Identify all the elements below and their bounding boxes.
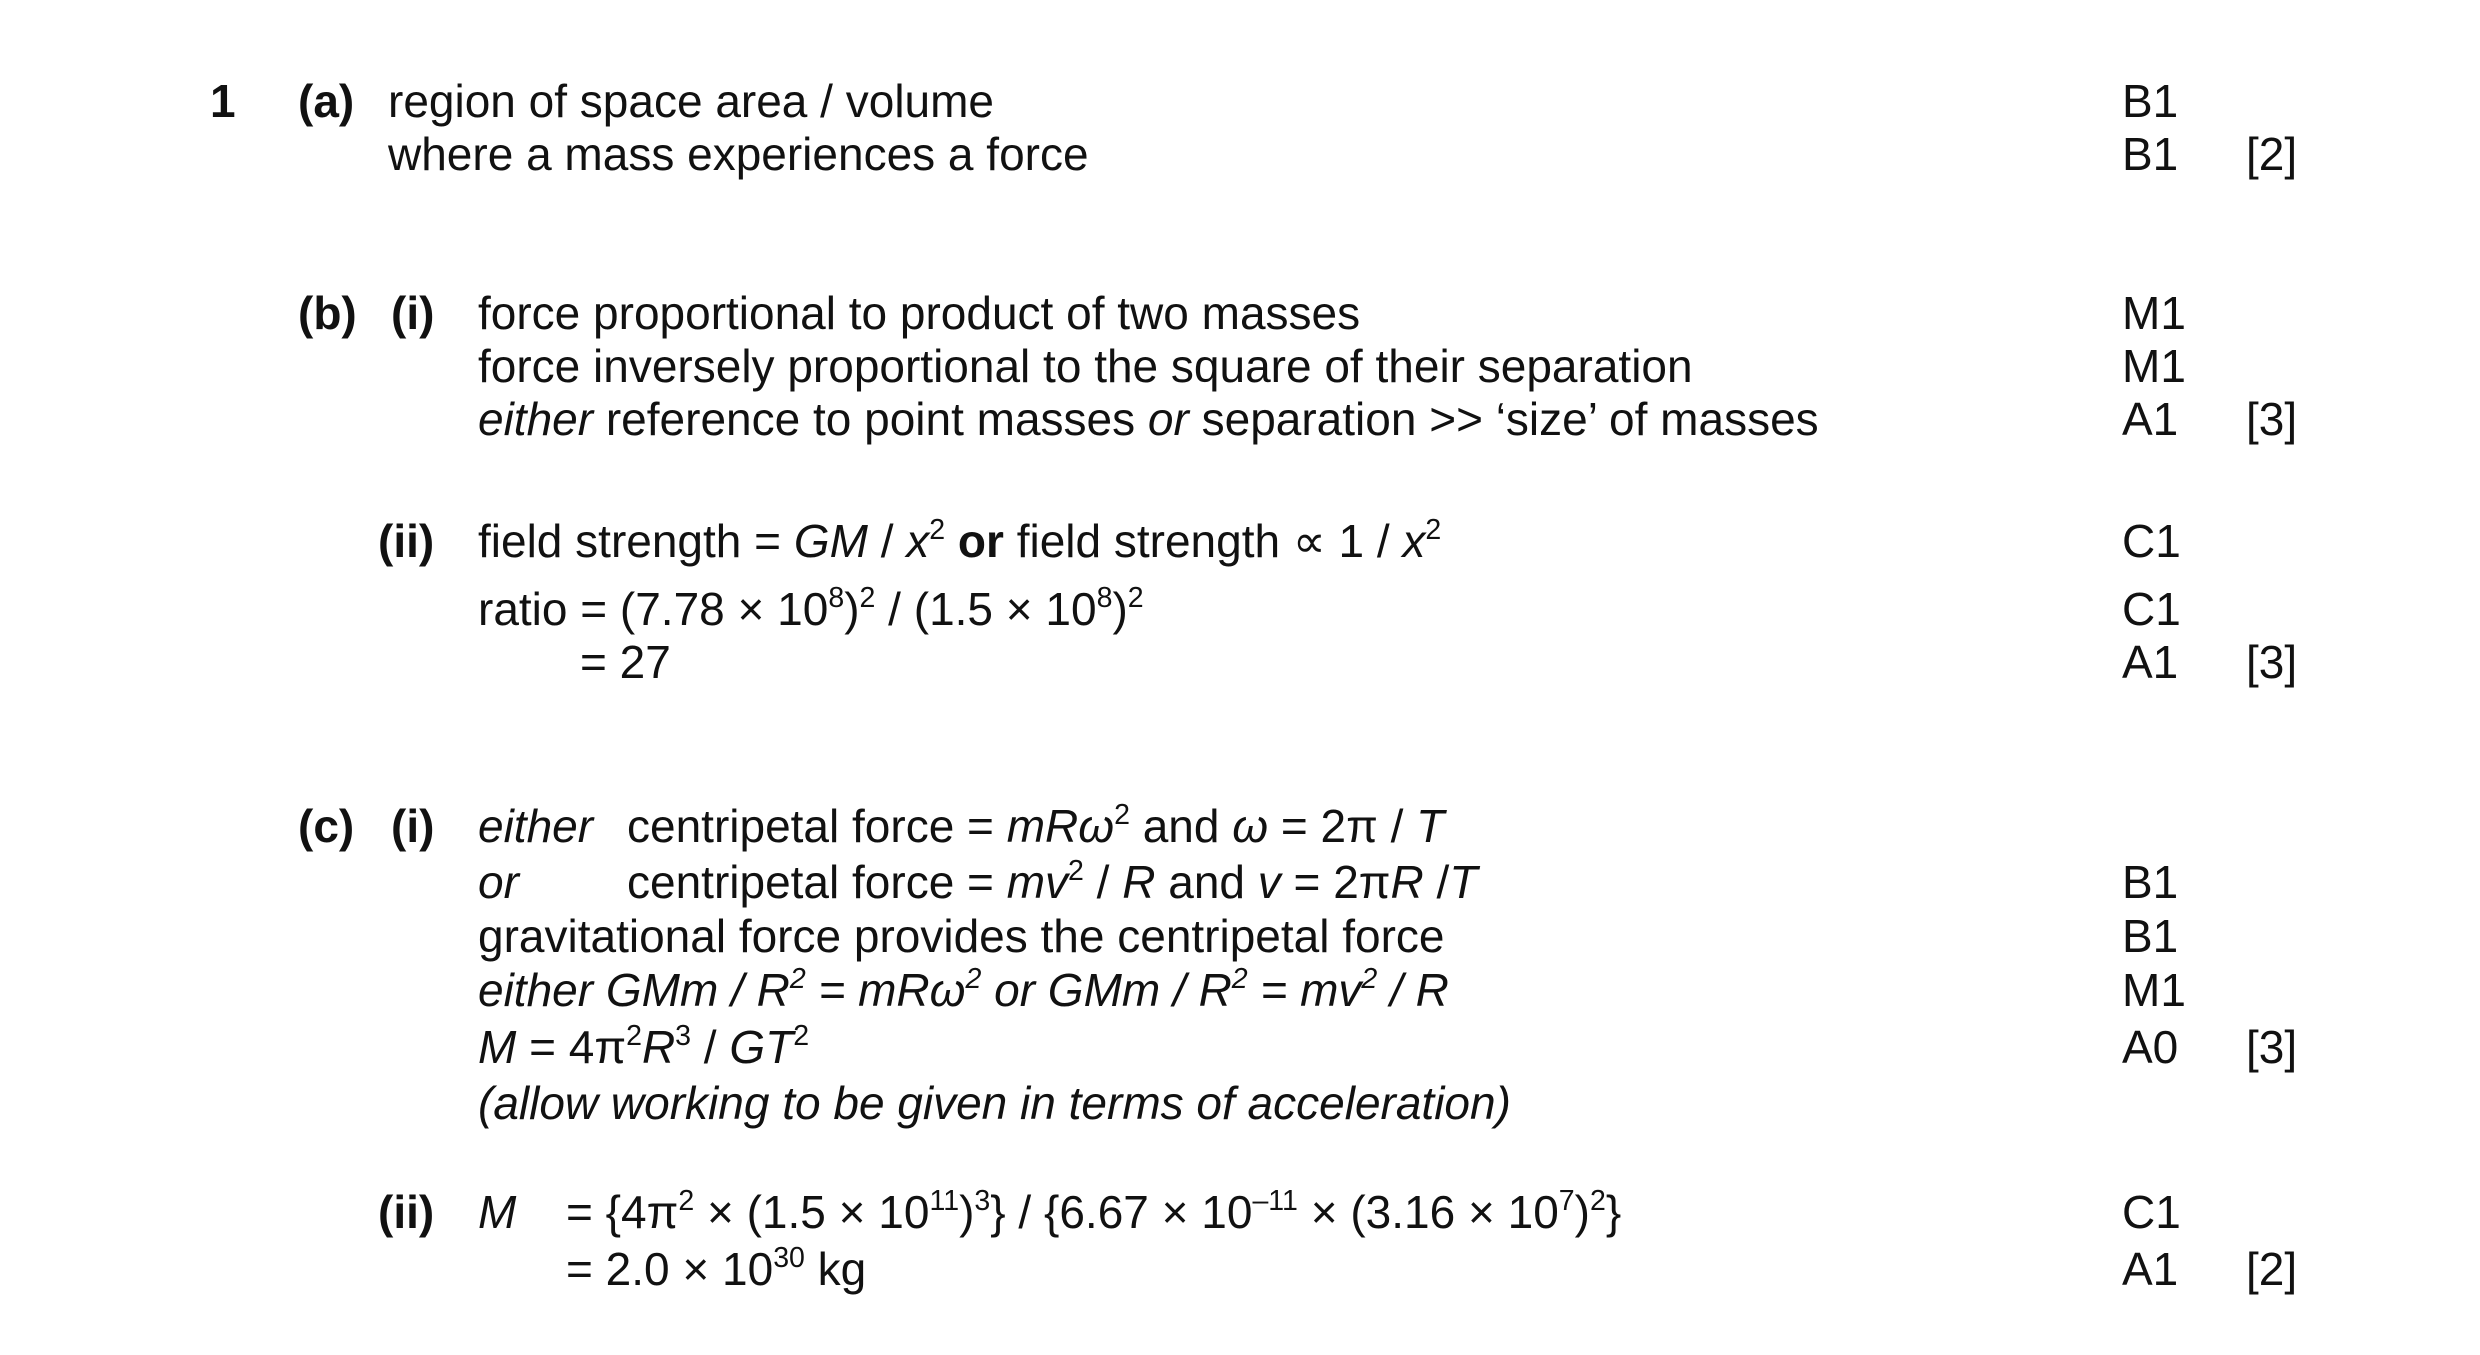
part-c-i-line-4: either GMm / $R^2 = mR\omega^2$ or GMm / $R^2 = mv^2 / R$ — [478, 963, 1449, 1016]
part-a-total: [2] — [2246, 128, 2298, 180]
part-b-ii-line-3: = 27 — [580, 636, 671, 688]
part-b-i-mark-2: M1 — [2122, 340, 2186, 392]
part-a-label: (a) — [298, 75, 355, 127]
part-b-i-label: (i) — [391, 287, 435, 339]
part-c-label: (c) — [298, 800, 355, 852]
part-c-i-mark-1: B1 — [2122, 856, 2179, 908]
part-a-mark-1: B1 — [2122, 75, 2179, 127]
part-c-i-mark-4: A0 — [2122, 1021, 2179, 1073]
part-b-ii-mark-1: C1 — [2122, 515, 2181, 567]
part-b-ii-line-2: ratio = $(7.78 \times 10^8)^2 / (1.5 \times 10^8)^2$ — [478, 582, 1144, 635]
part-c-i-mark-3: M1 — [2122, 964, 2186, 1016]
part-c-ii-line-2: = $2.0 \times 10^{30}$ kg — [566, 1242, 867, 1295]
part-b-ii-line-1: field strength = GM / $x^2$ or field strength ∝ $1 / x^2$ — [478, 514, 1442, 567]
part-c-ii-total: [2] — [2246, 1243, 2298, 1295]
part-b-ii-mark-2: C1 — [2122, 583, 2181, 635]
part-c-ii-M: M — [478, 1186, 517, 1238]
part-b-i-line-1: force proportional to product of two masses — [478, 287, 1361, 339]
part-c-i-line-2: centripetal force = $mv^2$ / R and v = 2πR /T — [627, 855, 1478, 908]
part-c-i-line-5: $M = 4\pi^2R^3 / GT^2$ — [478, 1020, 810, 1073]
part-b-ii-total: [3] — [2246, 636, 2298, 688]
part-b-i-total: [3] — [2246, 393, 2298, 445]
part-c-i-label: (i) — [391, 800, 435, 852]
part-c-i-total: [3] — [2246, 1021, 2298, 1073]
part-b-ii-mark-3: A1 — [2122, 636, 2179, 688]
part-c-i-mark-2: B1 — [2122, 910, 2179, 962]
part-b-label: (b) — [298, 287, 357, 339]
part-c-ii-mark-1: C1 — [2122, 1186, 2181, 1238]
part-c-i-or: or — [478, 856, 519, 908]
question-number: 1 — [210, 75, 236, 127]
part-c-i-line-1: centripetal force = mRω$^2$ and ω = 2π / T — [627, 799, 1445, 852]
part-c-ii-mark-2: A1 — [2122, 1243, 2179, 1295]
part-a-line-1: region of space area / volume — [388, 75, 995, 127]
part-b-i-line-2: force inversely proportional to the square of their separation — [478, 340, 1693, 392]
part-c-i-line-3: gravitational force provides the centripetal force — [478, 910, 1445, 962]
part-b-i-mark-3: A1 — [2122, 393, 2179, 445]
part-b-i-mark-1: M1 — [2122, 287, 2186, 339]
part-a-line-2: where a mass experiences a force — [388, 128, 1089, 180]
part-b-ii-label: (ii) — [378, 515, 435, 567]
part-c-i-either: either — [478, 800, 594, 852]
part-c-ii-line-1: = $\{4\pi^2 \times (1.5 \times 10^{11})^3\} / \{6.67 \times 10^{-11} \times (3.16 \times 10^7)^2\}$ — [566, 1185, 1622, 1238]
part-b-i-line-3: either reference to point masses or separation >> ‘size’ of masses — [478, 393, 1819, 445]
part-c-i-note: (allow working to be given in terms of acceleration) — [478, 1077, 1511, 1129]
part-c-ii-label: (ii) — [378, 1186, 435, 1238]
part-a-mark-2: B1 — [2122, 128, 2179, 180]
